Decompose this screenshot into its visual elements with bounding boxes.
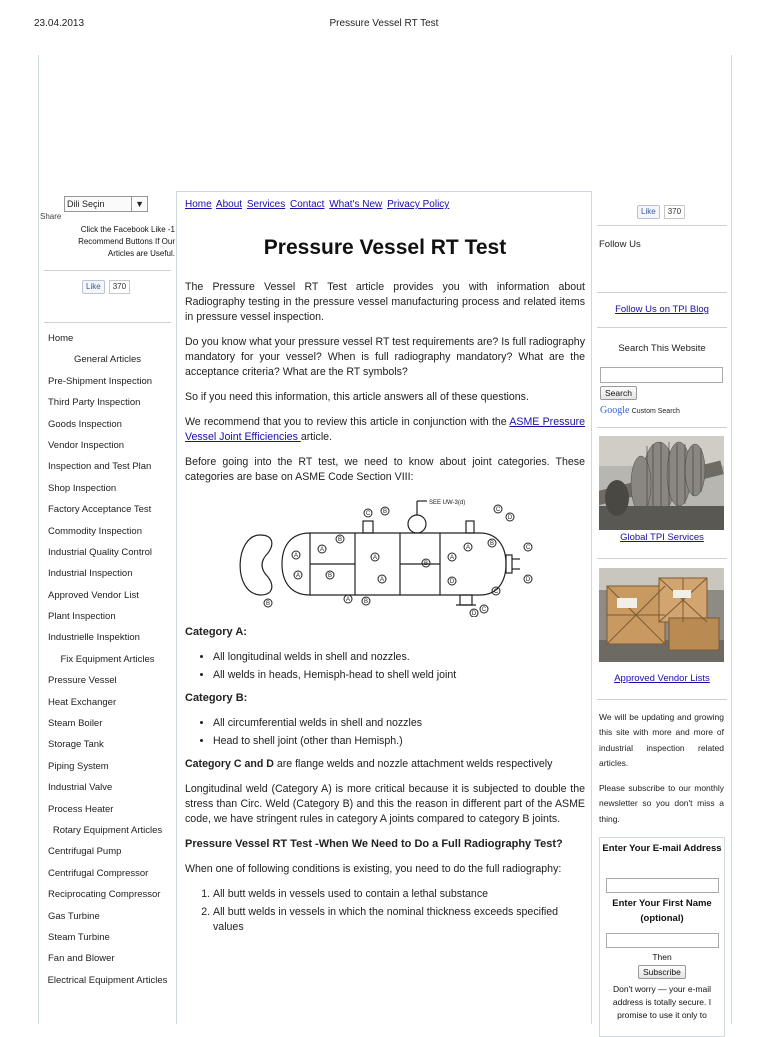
turbine-photo[interactable] [599, 436, 724, 530]
search-input[interactable] [600, 367, 723, 383]
full-rt-heading: Pressure Vessel RT Test -When We Need to Do a Full Radiography Test? [185, 838, 563, 850]
list-item: • All longitudinal welds in shell and nozzles. [213, 650, 585, 665]
sidebar-item[interactable]: Piping System [48, 760, 109, 772]
sidebar-nav [40, 332, 175, 1002]
divider [597, 427, 727, 428]
recommend-text-end: article. [300, 431, 333, 443]
nav-link-services[interactable]: Services [246, 199, 286, 210]
svg-text:B: B [423, 561, 429, 567]
facebook-like-widget-right [637, 205, 685, 219]
recommend-paragraph [185, 415, 585, 445]
divider [597, 558, 727, 559]
svg-text:A: A [372, 555, 378, 561]
sidebar-section-heading: General Articles [73, 354, 142, 366]
sidebar-section-heading: Electrical Equipment Articles [47, 974, 168, 986]
sidebar-item[interactable]: Approved Vendor List [48, 589, 139, 601]
divider [597, 327, 727, 328]
sidebar-item[interactable]: Inspection and Test Plan [48, 461, 152, 473]
print-header [0, 18, 768, 34]
before-rt-paragraph: Before going into the RT test, we need to know about joint categories. These categories are base on ASME Code Section VIII: [185, 456, 585, 483]
subscribe-text: Please subscribe to our monthly newsletter so you don't miss a thing. [599, 783, 724, 824]
svg-text:B: B [327, 573, 333, 579]
category-cd-text: are flange welds and nozzle attachment welds respectively [273, 758, 553, 770]
divider [597, 225, 727, 226]
nav-link-privacy[interactable]: Privacy Policy [387, 199, 450, 210]
nav-link-whats-new[interactable]: What's New [329, 199, 383, 210]
category-cd-paragraph [185, 757, 585, 772]
privacy-note: Don't worry — your e-mail address is totally secure. I promise to use it only to [612, 984, 712, 1020]
svg-text:A: A [449, 555, 455, 561]
category-a-heading: Category A: [185, 626, 247, 638]
first-name-label: Enter Your First Name (optional) [612, 898, 712, 924]
language-select[interactable] [64, 196, 148, 212]
category-a-list [185, 650, 585, 683]
turbine-image [599, 436, 724, 530]
svg-text:B: B [337, 537, 343, 543]
sidebar-item[interactable]: Third Party Inspection [48, 397, 141, 409]
svg-text:D: D [449, 579, 455, 585]
sidebar-item[interactable]: Steam Turbine [48, 931, 110, 943]
sidebar-item[interactable]: Goods Inspection [48, 418, 122, 430]
svg-text:D: D [471, 611, 477, 617]
google-custom-search [600, 405, 680, 416]
longitudinal-paragraph: Longitudinal weld (Category A) is more critical because it is subjected to double the stress than Circ. Weld (Category B) and this the reason in different part of the ASME code, we have stringent rules in category A joints compared to category B joints. [185, 783, 585, 825]
divider [44, 322, 171, 323]
see-uw-label: SEE UW-3(d) [429, 500, 466, 506]
language-select-label: Dili Seçin [67, 199, 105, 209]
sidebar-item[interactable]: Shop Inspection [48, 482, 117, 494]
sidebar-item[interactable]: Centrifugal Compressor [48, 867, 149, 879]
sidebar-item[interactable]: Centrifugal Pump [48, 846, 122, 858]
conditions-list [185, 887, 585, 935]
svg-text:A: A [319, 547, 325, 553]
top-nav [185, 199, 451, 210]
frame-left-border [38, 55, 39, 1024]
sidebar-item[interactable]: Fan and Blower [48, 953, 115, 965]
divider [44, 270, 171, 271]
svg-text:B: B [382, 509, 388, 515]
sidebar-item[interactable]: Pre-Shipment Inspection [48, 375, 153, 387]
sidebar-item[interactable]: Pressure Vessel [48, 675, 117, 687]
intro-paragraph: The Pressure Vessel RT Test article provides you with information about Radiography testing in the pressure vessel manufacturing process and related items in pressure vessel inspection. [185, 281, 585, 323]
email-field[interactable] [606, 878, 719, 893]
custom-search-label: Custom Search [631, 408, 680, 415]
sidebar-item[interactable]: Heat Exchanger [48, 696, 117, 708]
crates-photo[interactable] [599, 568, 724, 662]
category-b-heading: Category B: [185, 692, 248, 704]
category-b-list [185, 716, 585, 749]
svg-text:A: A [345, 597, 351, 603]
sidebar-item[interactable]: Storage Tank [48, 739, 104, 751]
answer-paragraph: So if you need this information, this article answers all of these questions. [185, 391, 529, 403]
list-item: 2. All butt welds in vessels in which the nominal thickness exceeds specified values [213, 905, 585, 935]
vessel-diagram-svg [230, 495, 545, 617]
list-item: • Head to shell joint (other than Hemisph.) [213, 734, 585, 749]
svg-text:B: B [363, 599, 369, 605]
sidebar-item[interactable]: Industrial Valve [48, 782, 113, 794]
main-content [176, 191, 592, 1024]
sidebar-item[interactable]: Steam Boiler [48, 718, 103, 730]
follow-us-label: Follow Us [599, 239, 641, 250]
nav-link-contact[interactable]: Contact [289, 199, 325, 210]
facebook-like-widget [82, 280, 130, 294]
divider [597, 292, 727, 293]
like-count: 370 [664, 205, 685, 219]
updating-text: We will be updating and growing this site with more and more of industrial inspection related articles. [599, 712, 724, 769]
follow-blog-link[interactable]: Follow Us on TPI Blog [615, 304, 709, 315]
print-date: 23.04.2013 [34, 18, 85, 29]
sidebar-item[interactable]: Commodity Inspection [48, 525, 142, 537]
list-item: 1. All butt welds in vessels used to contain a lethal substance [213, 887, 585, 902]
category-cd-heading: Category C and D [185, 758, 274, 770]
global-tpi-services-link[interactable]: Global TPI Services [620, 532, 704, 543]
sidebar-item[interactable]: Plant Inspection [48, 611, 116, 623]
frame-right-border [731, 55, 732, 1024]
sidebar-section-heading: Rotary Equipment Articles [52, 824, 163, 836]
recommend-text: We recommend that you to review this article in conjunction with the [185, 416, 510, 428]
newsletter-form [599, 837, 725, 1037]
questions-paragraph: Do you know what your pressure vessel RT test requirements are? Is full radiography mandatory for your vessel? When is full radiography mandatory? What are the acceptance criteria? What are the RT symbols? [185, 336, 585, 378]
page-title: Pressure Vessel RT Test [263, 236, 507, 259]
search-title: Search This Website [618, 343, 706, 354]
facebook-note: Click the Facebook Like -1 Recommend Buttons If Our Articles are Useful. [78, 225, 175, 258]
sidebar-item[interactable]: Industrial Quality Control [48, 546, 153, 558]
list-item: • All welds in heads, Hemisph-head to shell weld joint [213, 668, 585, 683]
approved-vendor-lists-link[interactable]: Approved Vendor Lists [614, 673, 710, 684]
nav-link-home[interactable]: Home [185, 199, 212, 210]
svg-text:C: C [525, 545, 531, 551]
share-label[interactable]: Share [40, 212, 62, 221]
sidebar-item[interactable]: Factory Acceptance Test [48, 504, 152, 516]
search-button[interactable]: Search [600, 386, 637, 400]
svg-text:C: C [365, 511, 371, 517]
sidebar-item[interactable]: Home [48, 333, 74, 344]
svg-text:A: A [465, 545, 471, 551]
conditions-intro: When one of following conditions is existing, you need to do the full radiography: [185, 863, 562, 875]
sidebar-item[interactable]: Process Heater [48, 803, 114, 815]
google-logo: Google [600, 405, 630, 416]
svg-text:A: A [379, 577, 385, 583]
first-name-field[interactable] [606, 933, 719, 948]
svg-text:C: C [481, 607, 487, 613]
divider [597, 699, 727, 700]
then-label: Then [652, 952, 672, 962]
subscribe-button[interactable]: Subscribe [638, 965, 686, 979]
svg-text:D: D [525, 577, 531, 583]
sidebar-item[interactable]: Industrial Inspection [48, 568, 133, 580]
svg-text:D: D [507, 515, 513, 521]
facebook-like-button[interactable]: Like [637, 205, 660, 219]
svg-text:B: B [489, 541, 495, 547]
svg-text:C: C [495, 507, 501, 513]
nav-link-about[interactable]: About [215, 199, 243, 210]
sidebar-item[interactable]: Industrielle Inspektion [48, 632, 140, 644]
facebook-like-button[interactable]: Like [82, 280, 105, 294]
list-item: • All circumferential welds in shell and nozzles [213, 716, 585, 731]
svg-text:A: A [293, 553, 299, 559]
svg-text:A: A [295, 573, 301, 579]
like-count: 370 [109, 280, 130, 294]
print-title: Pressure Vessel RT Test [329, 18, 439, 29]
crates-image [599, 568, 724, 662]
sidebar-item[interactable]: Vendor Inspection [48, 439, 125, 451]
asme-joint-efficiencies-link[interactable]: ASME Pressure Vessel Joint Efficiencies [185, 416, 586, 443]
article-body [185, 280, 585, 943]
sidebar-item[interactable]: Reciprocating Compressor [48, 889, 161, 901]
email-label: Enter Your E-mail Address [602, 843, 722, 854]
sidebar-item[interactable]: Gas Turbine [48, 910, 100, 922]
svg-text:B: B [265, 601, 271, 607]
joint-categories-diagram [230, 495, 545, 617]
sidebar-section-heading: Fix Equipment Articles [60, 653, 155, 665]
chevron-down-icon: ▼ [131, 197, 144, 211]
svg-text:C: C [493, 589, 499, 595]
